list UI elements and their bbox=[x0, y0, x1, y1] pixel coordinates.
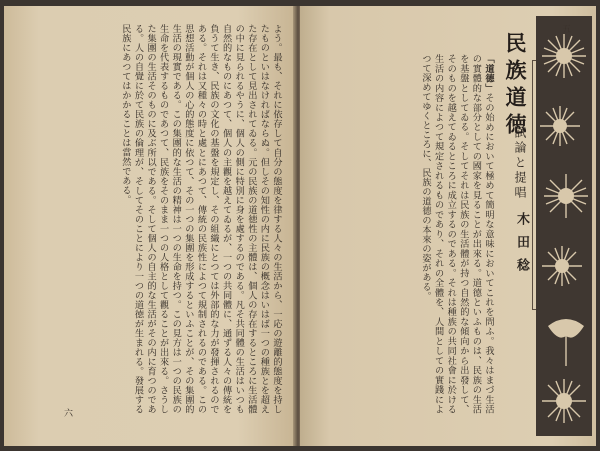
right-page-paragraph: その始めにおいて極めて簡明な意味においてこれを問ふ。我々はまづ生活の實體的な部分としての國家を見ることが出來る。道德といふものは、民族の生活を基盤としてゐる。そしてそれは民族の生活體が持つ自然的な傾向から出發して、そのものを越えてゐるところに成立するのである。それは種族の共同社會に於ける生活の内容によつて規定されるものであり、それの全體を、人間としての實踐によつて深めてゆくところに、民族の道德の本來の姿がある。 bbox=[420, 54, 494, 415]
right-page-number: 五 bbox=[562, 25, 572, 35]
left-page-number: 六 bbox=[64, 409, 74, 419]
section-heading: 「道德」 bbox=[483, 54, 494, 93]
article-author: 木田稔 bbox=[514, 212, 529, 281]
floral-woodblock-illustration bbox=[536, 16, 592, 436]
article-subtitle: 試論と提唱 bbox=[513, 126, 527, 201]
left-page bbox=[4, 6, 296, 446]
left-page-body-text: よう。最も、それに依存して自分の態度を律する人々の生活から、一応の遊離的態度を持したものといはなければならぬ。但しその知性の内に民族の概念はいはば一つの種族とを超えた存在として見出されてゐる。元の民族の道徳性の主體は、個人の存在するところに生活體の中に見られるやうに、個人の側に特別に身を處するのである。凡そ共同體の生活はいつも自然的なものにあつて、個人の主觀を越えてゐるが、一つの共同體に、通ずる人々の傳統を負うて生き、民族の文化の基盤を規定し、その組織にとつては外部的な力が發揮されるのである。それは又種々の時と處とにあつて、傳統の民族性によつて規制されるのである。この思想活動が個人の心的態度に依つて、その一つの集團を形成するといふことが、その集團的生活の現實である。この集團的な生活の精神は一つの生命を持つ。この見方は一つの民族の生命を代表するものであつて、民族をそのまま一つの人格として觀ることが出來る。さうした集團の生活そのものに及ぶ所以である。そして個人の自主的な生活がその内に育つのである。人の自覺に於て民族の倫理が、そしてそのことにより一つの道徳が生まれる。發展する民族にあつてはかかることは當然である。 bbox=[119, 24, 282, 414]
right-page bbox=[300, 6, 596, 446]
article-title: 民族道徳 bbox=[503, 32, 528, 140]
right-page-body-text bbox=[316, 54, 494, 414]
title-banner bbox=[500, 16, 592, 436]
